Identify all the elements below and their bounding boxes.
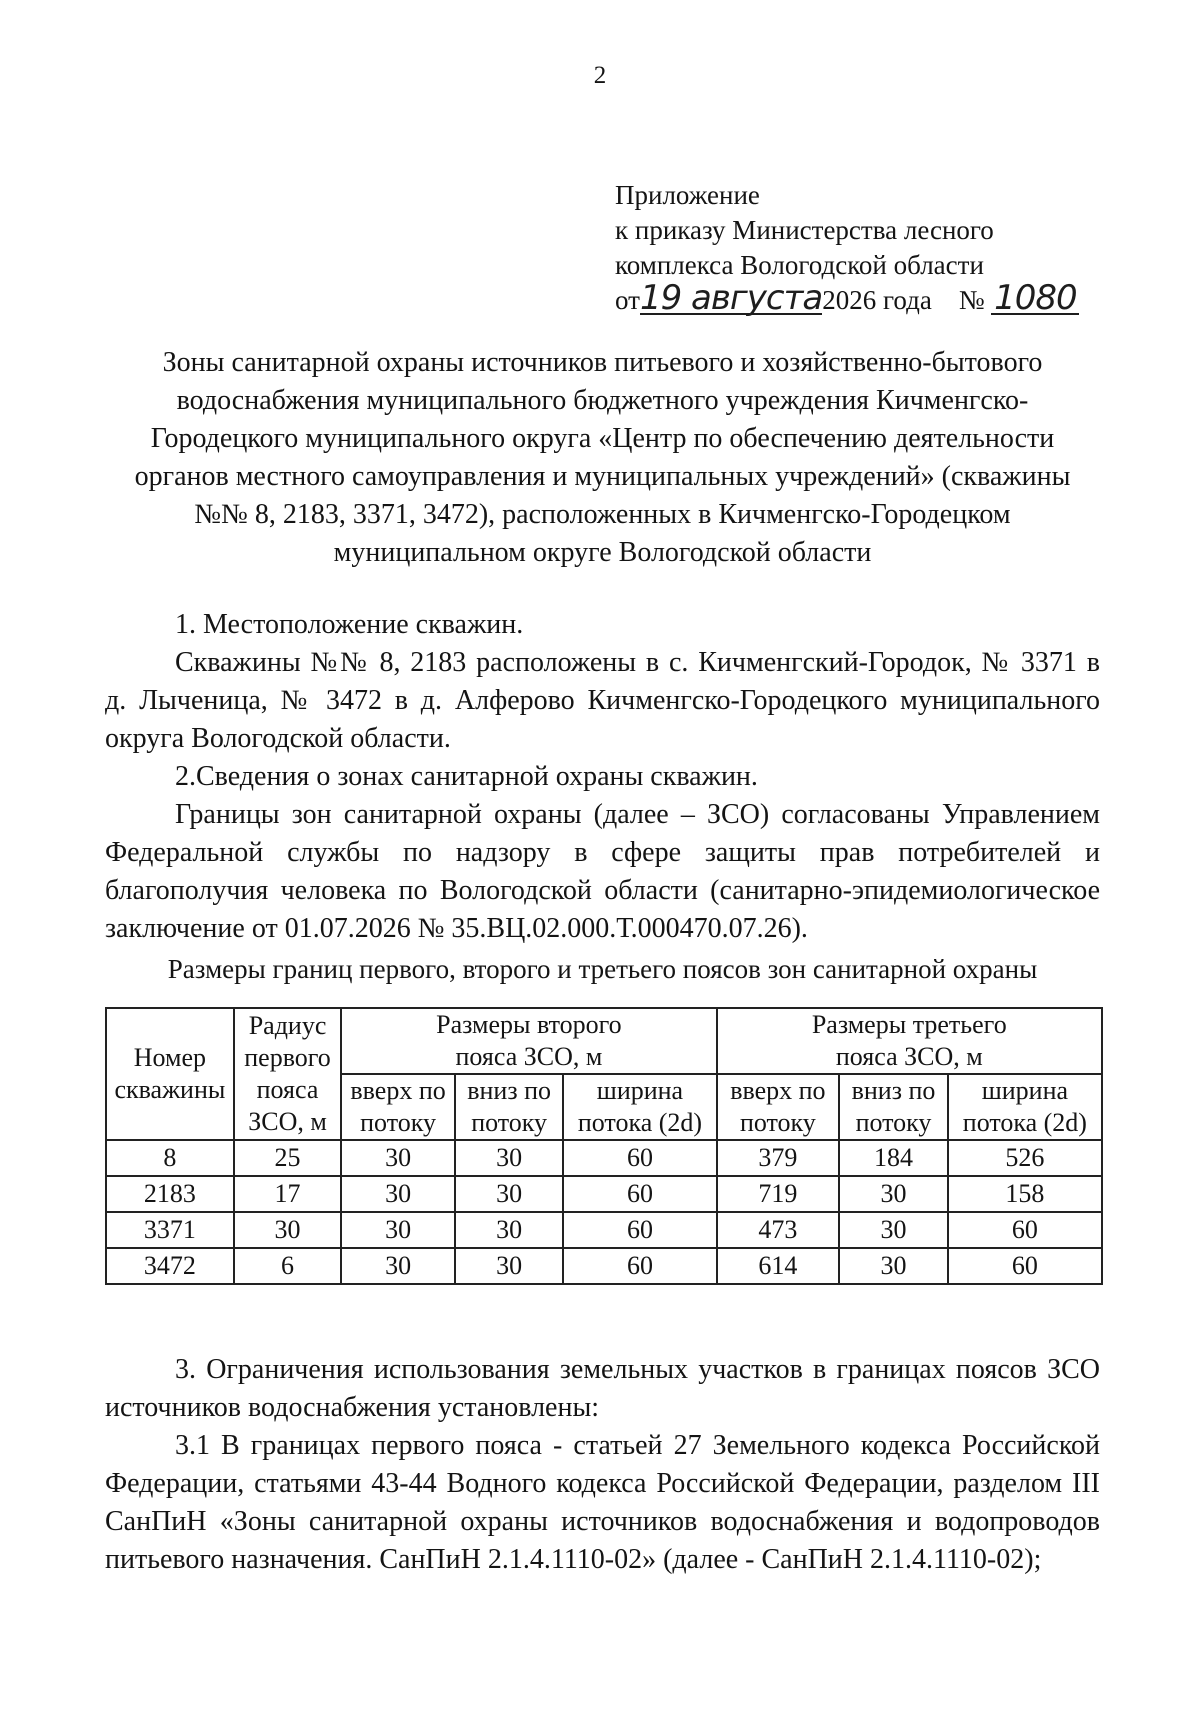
table-cell: 60 xyxy=(563,1248,716,1284)
table-cell: 158 xyxy=(948,1176,1102,1212)
table-cell: 30 xyxy=(341,1140,455,1176)
table-cell: 2183 xyxy=(106,1176,234,1212)
header-second-width: ширина потока (2d) xyxy=(563,1074,716,1140)
table-cell: 8 xyxy=(106,1140,234,1176)
number-sign: № xyxy=(958,285,985,315)
from-prefix: от xyxy=(615,285,640,315)
paragraph-line: 3.1 В границах первого пояса - статьей 27 Земельного кодекса Российской xyxy=(175,1430,1100,1461)
table-cell: 30 xyxy=(455,1248,564,1284)
table-row xyxy=(106,1212,1102,1248)
paragraph-line: источников водоснабжения установлены: xyxy=(105,1392,600,1423)
title-line: Городецкого муниципального округа «Центр по обеспечению деятельности xyxy=(150,423,1055,454)
header-third-upstream: вверх по потоку xyxy=(717,1074,840,1140)
document-title xyxy=(105,344,1100,572)
table-cell: 379 xyxy=(717,1140,840,1176)
paragraph-line: СанПиН «Зоны санитарной охраны источников водоснабжения и водопроводов xyxy=(105,1506,1100,1537)
table-row xyxy=(106,1176,1102,1212)
title-line: №№ 8, 2183, 3371, 3472), расположенных в Кичменгско-Городецком xyxy=(194,499,1011,530)
header-second-belt: Размеры второго пояса ЗСО, м xyxy=(341,1008,716,1074)
table-cell: 3472 xyxy=(106,1248,234,1284)
paragraph-line: Федерации, статьями 43-44 Водного кодекса Российской Федерации, разделом III xyxy=(105,1468,1100,1499)
paragraph-line: 3. Ограничения использования земельных участков в границах поясов ЗСО xyxy=(175,1354,1100,1385)
section-heading: 2.Сведения о зонах санитарной охраны скважин. xyxy=(175,761,758,792)
table-cell: 60 xyxy=(563,1212,716,1248)
title-line: муниципальном округе Вологодской области xyxy=(333,537,872,568)
title-line: Зоны санитарной охраны источников питьевого и хозяйственно-бытового xyxy=(162,347,1043,378)
title-line: водоснабжения муниципального бюджетного учреждения Кичменгско- xyxy=(176,385,1029,416)
table-cell: 30 xyxy=(341,1212,455,1248)
table-cell: 6 xyxy=(234,1248,342,1284)
header-second-downstream: вниз по потоку xyxy=(455,1074,564,1140)
table-row xyxy=(106,1248,1102,1284)
title-line: органов местного самоуправления и муниципальных учреждений» (скважины xyxy=(134,461,1071,492)
table-cell: 30 xyxy=(234,1212,342,1248)
table-cell: 30 xyxy=(341,1176,455,1212)
table-cell: 60 xyxy=(563,1140,716,1176)
header-third-width: ширина потока (2d) xyxy=(948,1074,1102,1140)
appendix-line: комплекса Вологодской области xyxy=(615,250,984,280)
section-location xyxy=(105,606,1100,948)
table-cell: 473 xyxy=(717,1212,840,1248)
table-cell: 17 xyxy=(234,1176,342,1212)
header-first-belt-radius: Радиус первого пояса ЗСО, м xyxy=(234,1008,342,1140)
header-well-number: Номер скважины xyxy=(106,1008,234,1140)
table-cell: 30 xyxy=(341,1248,455,1284)
header-second-upstream: вверх по потоку xyxy=(341,1074,455,1140)
paragraph-line: питьевого назначения. СанПиН 2.1.4.1110-02» (далее - СанПиН 2.1.4.1110-02); xyxy=(105,1544,1042,1575)
header-third-downstream: вниз по потоку xyxy=(839,1074,948,1140)
appendix-header xyxy=(615,178,1079,318)
table-cell: 614 xyxy=(717,1248,840,1284)
handwritten-order-number: 1080 xyxy=(991,283,1079,315)
table-caption: Размеры границ первого, второго и третьего поясов зон санитарной охраны xyxy=(167,954,1038,984)
section-restrictions xyxy=(105,1351,1100,1579)
table-cell: 30 xyxy=(839,1212,948,1248)
table-cell: 30 xyxy=(455,1140,564,1176)
sanitary-zones-table xyxy=(105,1007,1103,1285)
handwritten-date: 19 августа xyxy=(639,278,823,318)
paragraph-line: Федеральной службы по надзору в сфере защиты прав потребителей и xyxy=(105,837,1100,868)
order-year: 2026 года xyxy=(822,285,932,315)
header-third-belt: Размеры третьего пояса ЗСО, м xyxy=(717,1008,1102,1074)
table-cell: 25 xyxy=(234,1140,342,1176)
page-number: 2 xyxy=(593,62,607,89)
table-cell: 60 xyxy=(563,1176,716,1212)
section-heading: 1. Местоположение скважин. xyxy=(175,609,524,640)
appendix-line: Приложение xyxy=(615,180,760,210)
table-cell: 60 xyxy=(948,1248,1102,1284)
table-cell: 719 xyxy=(717,1176,840,1212)
table-cell: 30 xyxy=(839,1176,948,1212)
paragraph-line: округа Вологодской области. xyxy=(105,723,451,754)
table-cell: 30 xyxy=(455,1212,564,1248)
paragraph-line: заключение от 01.07.2026 № 35.ВЦ.02.000.Т.000470.07.26). xyxy=(105,913,808,944)
table-cell: 60 xyxy=(948,1212,1102,1248)
paragraph-line: Границы зон санитарной охраны (далее – ЗСО) согласованы Управлением xyxy=(175,799,1100,830)
paragraph-line: Скважины №№ 8, 2183 расположены в с. Кичменгский-Городок, № 3371 в xyxy=(175,647,1100,678)
table-cell: 3371 xyxy=(106,1212,234,1248)
table-cell: 30 xyxy=(455,1176,564,1212)
order-date-line xyxy=(615,278,1079,318)
paragraph-line: благополучия человека по Вологодской области (санитарно-эпидемиологическое xyxy=(105,875,1100,906)
table-row xyxy=(106,1140,1102,1176)
table-cell: 30 xyxy=(839,1248,948,1284)
paragraph-line: д. Лыченица, № 3472 в д. Алферово Кичменгско-Городецкого муниципального xyxy=(105,685,1100,716)
table-cell: 184 xyxy=(839,1140,948,1176)
appendix-line: к приказу Министерства лесного xyxy=(615,215,994,245)
table-cell: 526 xyxy=(948,1140,1102,1176)
